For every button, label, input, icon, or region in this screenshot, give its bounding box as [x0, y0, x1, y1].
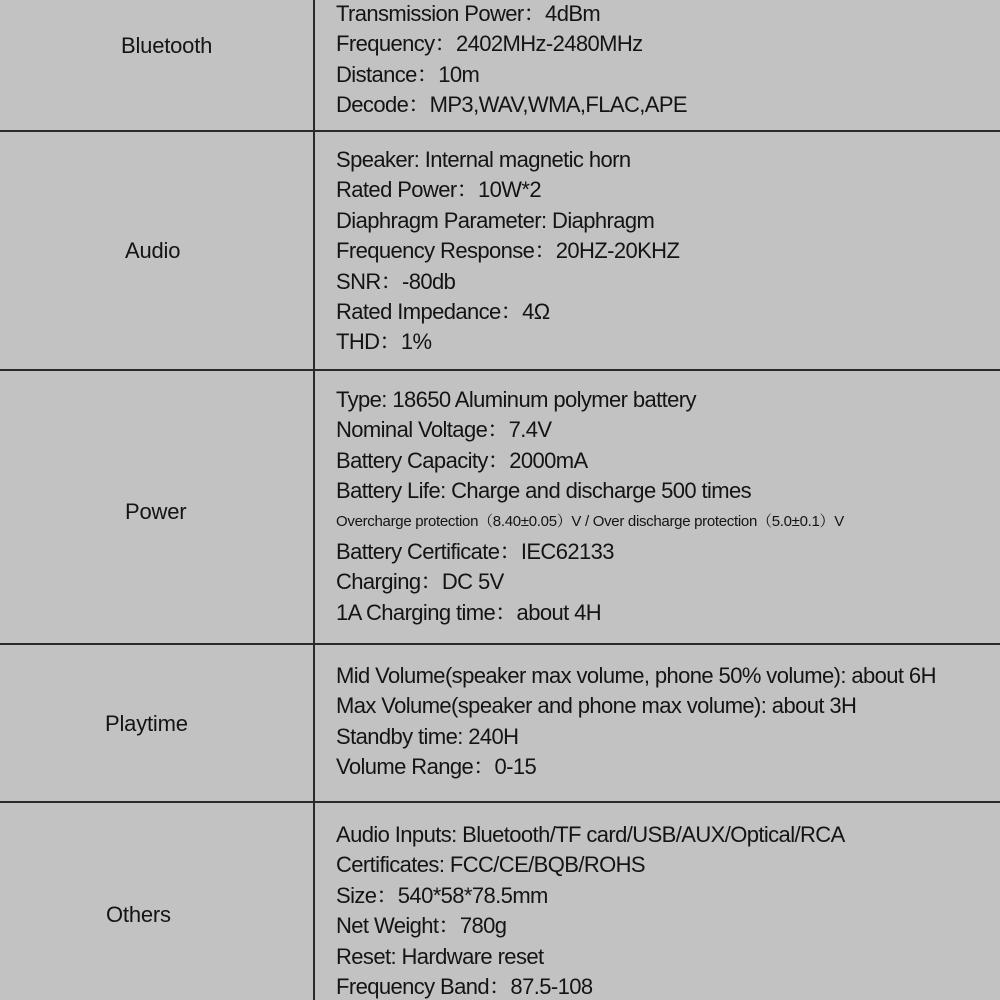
- bluetooth-spec-list: [336, 0, 687, 121]
- spec-line: Max Volume(speaker and phone max volume): about 3H: [336, 693, 857, 719]
- spec-line: Battery Certificate：IEC62133: [336, 538, 614, 564]
- audio-spec-list: [336, 145, 679, 358]
- spec-line: Volume Range：0-15: [336, 754, 537, 780]
- spec-line: Battery Life: Charge and discharge 500 times: [336, 478, 752, 504]
- category-bluetooth: Bluetooth: [121, 33, 213, 58]
- row-divider: [0, 130, 1000, 132]
- spec-line: Rated Power：10W*2: [336, 177, 542, 203]
- spec-line: SNR：-80db: [336, 268, 456, 294]
- spec-line: Reset: Hardware reset: [336, 943, 544, 969]
- spec-line: Standby time: 240H: [336, 723, 519, 749]
- spec-line: THD：1%: [336, 329, 432, 355]
- spec-line: Nominal Voltage：7.4V: [336, 417, 552, 443]
- spec-line: Battery Capacity：2000mA: [336, 447, 588, 473]
- category-others: Others: [106, 902, 171, 927]
- spec-line: Size：540*58*78.5mm: [336, 882, 548, 908]
- playtime-spec-list: [336, 661, 936, 783]
- category-playtime: Playtime: [105, 711, 188, 736]
- row-divider: [0, 643, 1000, 645]
- spec-line: Type: 18650 Aluminum polymer battery: [336, 387, 696, 412]
- spec-line: 1A Charging time：about 4H: [336, 599, 602, 625]
- spec-line: Speaker: Internal magnetic horn: [336, 147, 631, 172]
- spec-line: Frequency：2402MHz-2480MHz: [336, 31, 643, 57]
- row-divider: [0, 801, 1000, 803]
- spec-line: Frequency Band：87.5-108: [336, 973, 593, 999]
- category-power: Power: [125, 499, 187, 524]
- spec-line: Certificates: FCC/CE/BQB/ROHS: [336, 852, 645, 878]
- spec-line: Diaphragm Parameter: Diaphragm: [336, 207, 655, 233]
- row-divider: [0, 369, 1000, 371]
- spec-line: Distance：10m: [336, 61, 480, 87]
- spec-line: Rated Impedance：4Ω: [336, 298, 550, 324]
- power-spec-list: [336, 385, 844, 628]
- column-divider: [313, 0, 315, 1000]
- spec-line: Charging：DC 5V: [336, 569, 504, 595]
- spec-line: Decode：MP3,WAV,WMA,FLAC,APE: [336, 92, 687, 118]
- spec-line: Transmission Power：4dBm: [336, 1, 601, 26]
- spec-line: Audio Inputs: Bluetooth/TF card/USB/AUX/Optical/RCA: [336, 822, 845, 847]
- spec-line: Mid Volume(speaker max volume, phone 50% volume): about 6H: [336, 663, 936, 688]
- spec-line: Net Weight：780g: [336, 913, 507, 939]
- others-spec-list: [336, 820, 845, 1000]
- spec-line: Frequency Response：20HZ-20KHZ: [336, 238, 680, 264]
- spec-line-protection: Overcharge protection（8.40±0.05）V / Over discharge protection（5.0±0.1）V: [336, 512, 844, 530]
- category-audio: Audio: [125, 238, 181, 263]
